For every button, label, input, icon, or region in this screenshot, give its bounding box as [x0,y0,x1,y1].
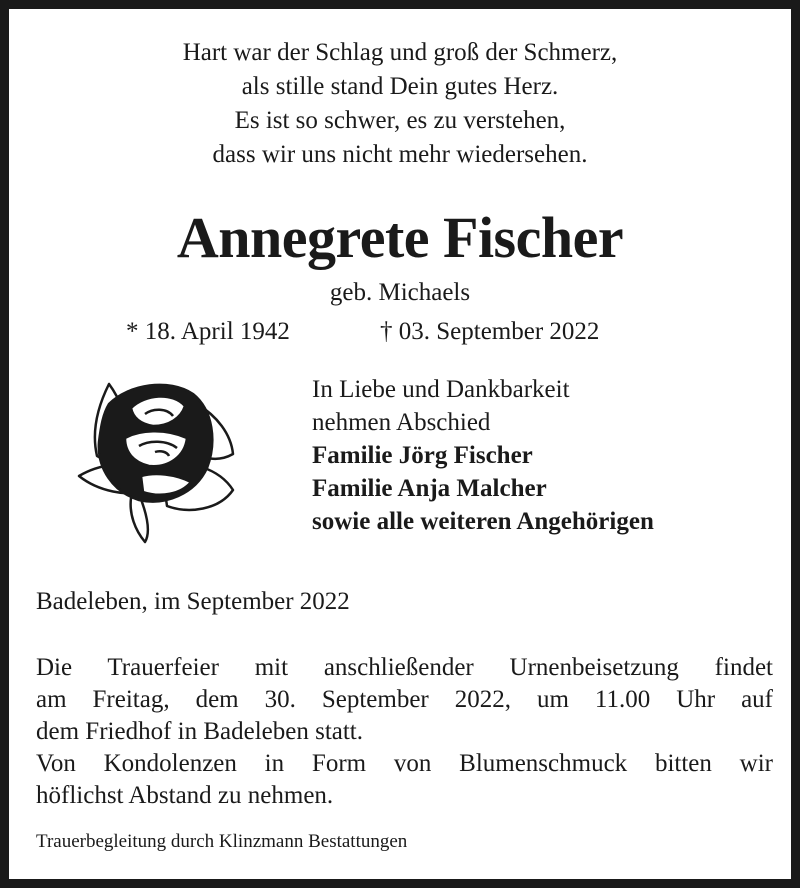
born-name: geb. Michaels [329,279,471,306]
birth-date: * 18. April 1942 [126,318,290,345]
rose-icon [69,364,241,544]
ceremony-line: dem Friedhof in Badeleben statt. [36,718,364,745]
poem-line: dass wir uns nicht mehr wiedersehen. [212,141,588,168]
mourners-block [312,373,654,538]
poem-line: als stille stand Dein gutes Herz. [241,73,559,100]
mourners-intro-line: In Liebe und Dankbarkeit [312,376,570,403]
poem-line: Hart war der Schlag und groß der Schmerz, [182,39,618,66]
mourner-family: Familie Anja Malcher [312,475,547,502]
ceremony-line: Von Kondolenzen in Form von Blumenschmuck bitten wir [36,750,773,777]
ceremony-line: Die Trauerfeier mit anschließender Urnenbeisetzung findet [36,654,773,681]
ceremony-line: am Freitag, dem 30. September 2022, um 11.00 Uhr auf [36,686,773,713]
ceremony-info [36,652,773,812]
funeral-home: Trauerbegleitung durch Klinzmann Bestattungen [36,831,408,852]
memorial-poem [9,36,791,172]
mourners-intro-line: nehmen Abschied [312,409,491,436]
poem-line: Es ist so schwer, es zu verstehen, [234,107,566,134]
mourner-family: sowie alle weiteren Angehörigen [312,508,654,535]
place-date: Badeleben, im September 2022 [36,588,350,615]
ceremony-line: höflichst Abstand zu nehmen. [36,782,334,809]
deceased-name: Annegrete Fischer [176,205,624,270]
mourner-family: Familie Jörg Fischer [312,442,533,469]
death-date: † 03. September 2022 [380,318,600,345]
